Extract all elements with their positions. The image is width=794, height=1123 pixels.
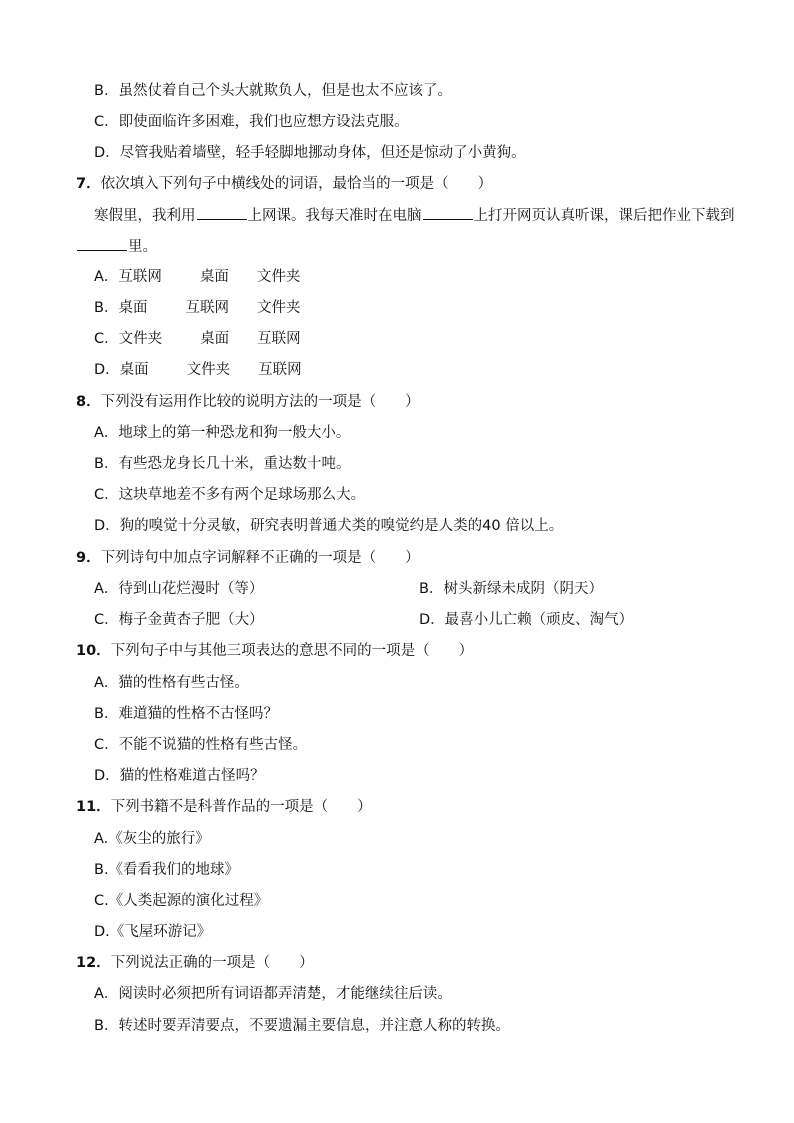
- q8-number: 8．: [76, 394, 101, 410]
- q8-option-a: A．地球上的第一种恐龙和狗一般大小。: [94, 425, 351, 441]
- option-word-2: 互联网: [185, 300, 229, 316]
- option-word-1: 文件夹: [118, 331, 163, 347]
- q11-option-a: A.《灰尘的旅行》: [94, 831, 210, 847]
- q8-stem-text: 下列没有运用作比较的说明方法的一项是（ ）: [100, 394, 420, 410]
- option-word-2: 文件夹: [186, 362, 231, 378]
- q10-stem: [76, 641, 473, 661]
- q7-option-a: [94, 267, 300, 287]
- option-word-1: 互联网: [118, 269, 162, 285]
- q7-text-a: 寒假里，我利用: [94, 208, 196, 224]
- option-word-1: 桌面: [119, 362, 149, 378]
- q10-option-a: A．猫的性格有些古怪。: [94, 675, 249, 691]
- q7-option-c: [94, 329, 301, 349]
- q9-number: 9．: [76, 550, 101, 566]
- q7-text-d: 里。: [128, 239, 157, 255]
- q7-number: 7．: [76, 176, 101, 192]
- q11-option-c: C.《人类起源的演化过程》: [94, 893, 269, 909]
- q6-option-d: D．尽管我贴着墙壁，轻手轻脚地挪动身体，但还是惊动了小黄狗。: [94, 145, 526, 161]
- option-label: C．: [94, 331, 119, 347]
- q10-option-b: B．难道猫的性格不古怪吗？: [94, 706, 278, 722]
- q7-stem-text: 依次填入下列句子中横线处的词语，最恰当的一项是（ ）: [100, 176, 493, 192]
- q11-number: 11．: [76, 799, 111, 815]
- q7-blank-1: [197, 205, 247, 220]
- q10-number: 10．: [76, 643, 111, 659]
- q6-option-b: B．虽然仗着自己个头大就欺负人，但是也太不应该了。: [94, 83, 452, 99]
- option-label: A．: [94, 269, 119, 285]
- option-word-3: 互联网: [258, 362, 302, 378]
- q9-option-a: A．待到山花烂漫时（等）: [94, 581, 264, 597]
- q8-stem: [76, 392, 420, 412]
- q8-option-c: C．这块草地差不多有两个足球场那么大。: [94, 487, 366, 503]
- option-label: B．: [94, 300, 119, 316]
- q7-option-d: [94, 360, 302, 380]
- q12-stem-text: 下列说法正确的一项是（ ）: [110, 955, 314, 971]
- q7-stem: [76, 174, 492, 194]
- q9-stem-text: 下列诗句中加点字词解释不正确的一项是（ ）: [100, 550, 420, 566]
- q10-option-c: C．不能不说猫的性格有些古怪。: [94, 737, 308, 753]
- q11-stem: [76, 797, 372, 817]
- q12-stem: [76, 953, 314, 973]
- q11-option-b: B.《看看我们的地球》: [94, 862, 240, 878]
- q12-option-a: A．阅读时必须把所有词语都弄清楚，才能继续往后读。: [94, 986, 452, 1002]
- q11-stem-text: 下列书籍不是科普作品的一项是（ ）: [110, 799, 372, 815]
- q11-option-d: D.《飞屋环游记》: [94, 924, 212, 940]
- option-word-3: 文件夹: [256, 300, 301, 316]
- option-word-2: 桌面: [200, 331, 230, 347]
- q6-option-c: C．即使面临许多困难，我们也应想方设法克服。: [94, 114, 409, 130]
- q7-passage-line2: [76, 236, 157, 256]
- q7-blank-3: [77, 236, 127, 251]
- q7-passage-line1: [94, 205, 735, 225]
- q12-option-b: B．转述时要弄清要点，不要遗漏主要信息，并注意人称的转换。: [94, 1018, 510, 1034]
- q9-option-c: C．梅子金黄杏子肥（大）: [94, 612, 264, 628]
- q7-option-b: [94, 298, 300, 318]
- q8-option-b: B．有些恐龙身长几十米，重达数十吨。: [94, 456, 351, 472]
- q10-stem-text: 下列句子中与其他三项表达的意思不同的一项是（ ）: [110, 643, 474, 659]
- q8-option-d: D．狗的嗅觉十分灵敏，研究表明普通犬类的嗅觉约是人类的40 倍以上。: [94, 518, 564, 534]
- q7-blank-2: [423, 205, 473, 220]
- q7-text-c: 上打开网页认真听课，课后把作业下载到: [473, 208, 735, 224]
- q9-option-b: B．树头新绿未成阴（阴天）: [419, 581, 603, 597]
- option-word-3: 互联网: [257, 331, 301, 347]
- option-word-2: 桌面: [199, 269, 229, 285]
- option-label: D．: [94, 362, 120, 378]
- q9-stem: [76, 548, 420, 568]
- q12-number: 12．: [76, 955, 111, 971]
- q9-option-d: D．最喜小儿亡赖（顽皮、淘气）: [419, 612, 634, 628]
- q7-text-b: 上网课。我每天准时在电脑: [247, 208, 422, 224]
- q10-option-d: D．猫的性格难道古怪吗？: [94, 768, 265, 784]
- option-word-1: 桌面: [118, 300, 148, 316]
- option-word-3: 文件夹: [256, 269, 301, 285]
